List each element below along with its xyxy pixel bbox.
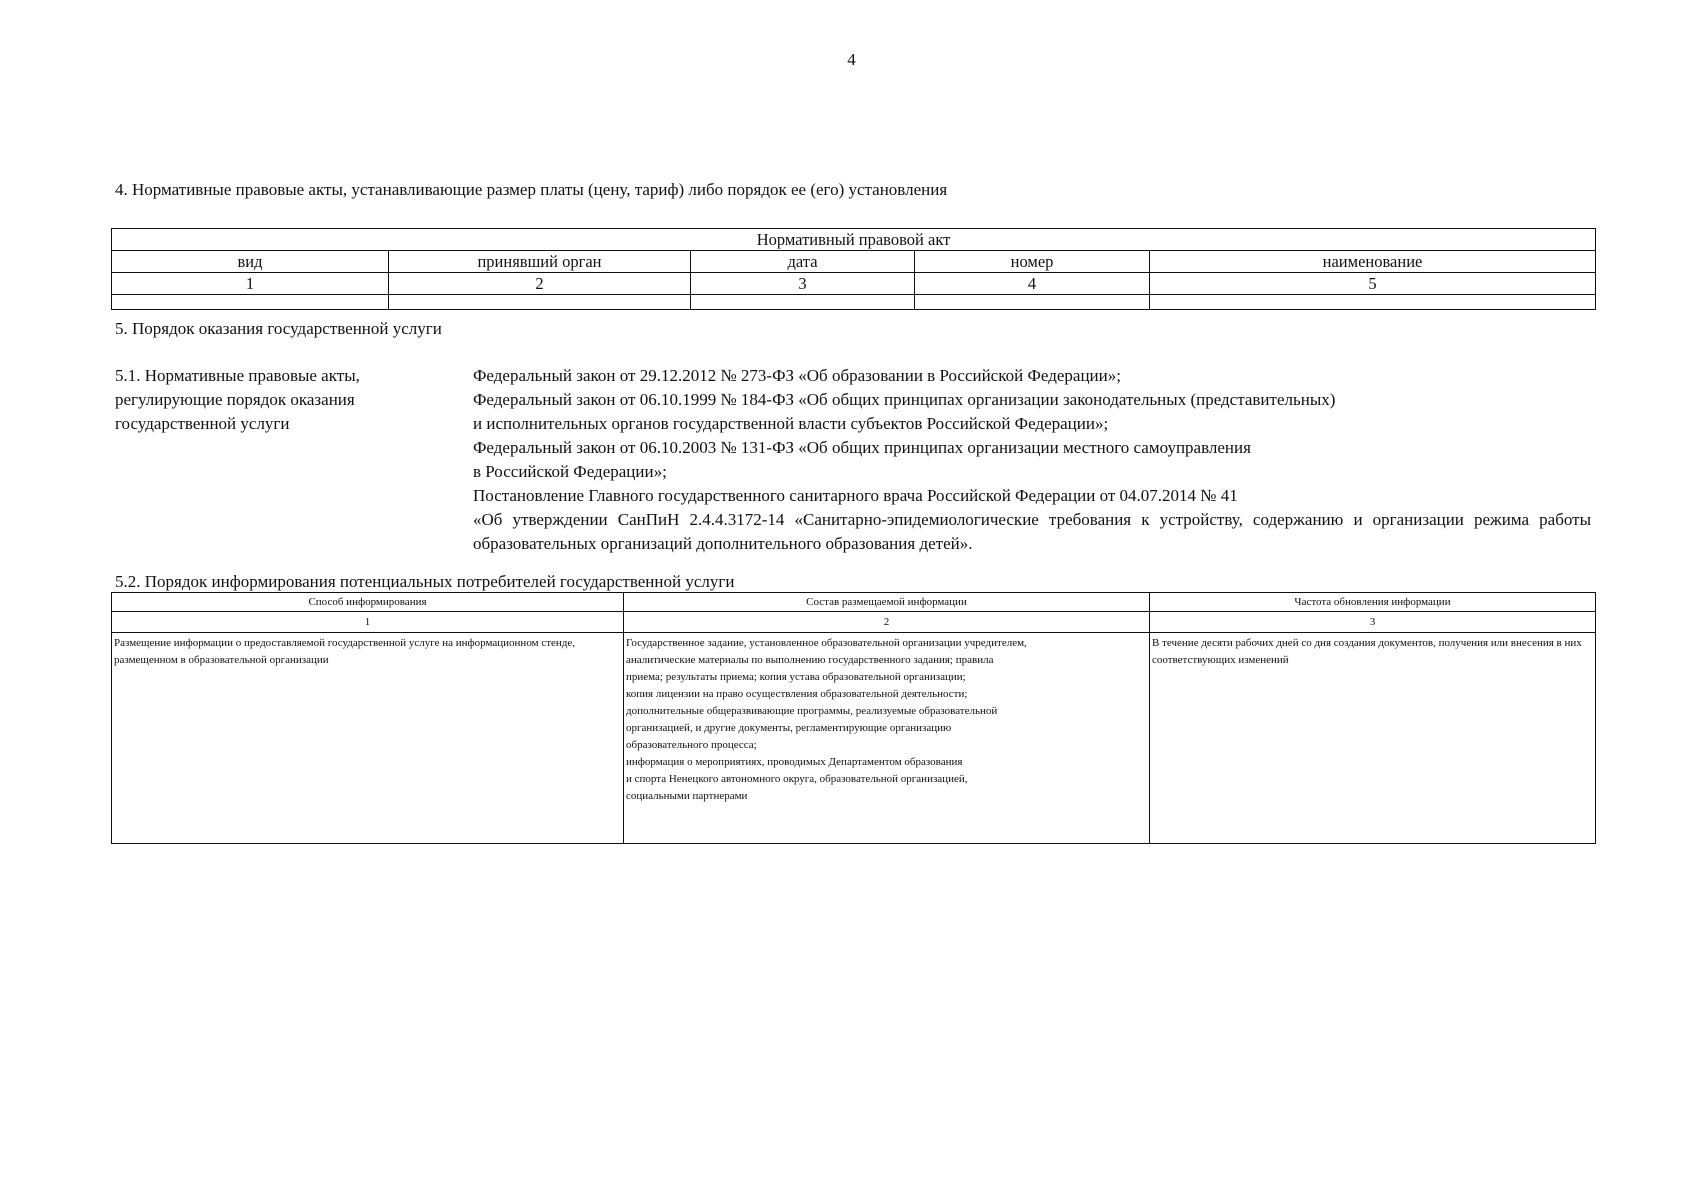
- content-line: дополнительные общеразвивающие программы, реализуемые образовательной: [626, 705, 998, 717]
- column-number-3: 3: [691, 273, 915, 295]
- column-number-4: 4: [915, 273, 1150, 295]
- column-number-3: 3: [1150, 612, 1596, 633]
- informing-content-cell: [624, 633, 1150, 844]
- content-line: организацией, и другие документы, регламентирующие организацию: [626, 722, 952, 734]
- page-number: 4: [847, 50, 856, 69]
- legal-act-group-header: Нормативный правовой акт: [112, 229, 1596, 251]
- section-5-heading: 5. Порядок оказания государственной услуги: [115, 319, 442, 338]
- column-header-frequency: Частота обновления информации: [1150, 593, 1596, 612]
- empty-cell: [915, 295, 1150, 310]
- act-line: Федеральный закон от 06.10.2003 № 131-ФЗ «Об общих принципах организации местного самоуправления: [473, 438, 1251, 457]
- content-line: приема; результаты приема; копия устава образовательной организации;: [626, 671, 966, 683]
- label-line: 5.1. Нормативные правовые акты,: [115, 366, 360, 385]
- act-line: Федеральный закон от 29.12.2012 № 273-ФЗ «Об образовании в Российской Федерации»;: [473, 366, 1121, 385]
- column-number-2: 2: [389, 273, 691, 295]
- column-header-method: Способ информирования: [112, 593, 624, 612]
- informing-method-cell: Размещение информации о предоставляемой государственной услуге на информационном стенде, размещенном в образовательной организации: [112, 633, 624, 844]
- column-header-number: номер: [915, 251, 1150, 273]
- act-line: Постановление Главного государственного санитарного врача Российской Федерации от 04.07.2014 № 41: [473, 486, 1238, 505]
- label-line: регулирующие порядок оказания: [115, 390, 355, 409]
- column-header-name: наименование: [1150, 251, 1596, 273]
- empty-cell: [389, 295, 691, 310]
- column-header-authority: принявший орган: [389, 251, 691, 273]
- legal-acts-table: [111, 228, 1596, 310]
- empty-cell: [112, 295, 389, 310]
- act-line: Федеральный закон от 06.10.1999 № 184-ФЗ «Об общих принципах организации законодательных (представительных): [473, 390, 1336, 409]
- act-line: в Российской Федерации»;: [473, 462, 667, 481]
- content-line: аналитические материалы по выполнению государственного задания; правила: [626, 654, 994, 666]
- content-line: копия лицензии на право осуществления образовательной деятельности;: [626, 688, 968, 700]
- column-number-5: 5: [1150, 273, 1596, 295]
- column-header-content: Состав размещаемой информации: [624, 593, 1150, 612]
- label-line: государственной услуги: [115, 414, 290, 433]
- content-line: и спорта Ненецкого автономного округа, образовательной организацией,: [626, 773, 968, 785]
- content-line: социальными партнерами: [626, 790, 748, 802]
- column-number-1: 1: [112, 612, 624, 633]
- update-frequency-cell: В течение десяти рабочих дней со дня создания документов, получения или внесения в них соответствующих изменений: [1150, 633, 1596, 844]
- informing-table: [111, 592, 1596, 844]
- empty-table-row: [112, 295, 1596, 310]
- content-line: информация о мероприятиях, проводимых Департаментом образования: [626, 756, 963, 768]
- act-line: и исполнительных органов государственной власти субъектов Российской Федерации»;: [473, 414, 1109, 433]
- act-line: «Об утверждении СанПиН 2.4.4.3172-14 «Санитарно-эпидемиологические требования к устройству, содержанию и организации режима работы образовательных организаций дополнительного образования детей».: [473, 510, 1591, 553]
- section-5-2-heading: 5.2. Порядок информирования потенциальных потребителей государственной услуги: [115, 572, 735, 591]
- content-line: Государственное задание, установленное образовательной организации учредителем,: [626, 637, 1027, 649]
- empty-cell: [1150, 295, 1596, 310]
- column-number-2: 2: [624, 612, 1150, 633]
- column-header-date: дата: [691, 251, 915, 273]
- regulating-acts-list: [473, 364, 1591, 556]
- section-4-heading: 4. Нормативные правовые акты, устанавливающие размер платы (цену, тариф) либо порядок ее (его) установления: [115, 180, 948, 199]
- column-header-type: вид: [112, 251, 389, 273]
- table-row: [112, 633, 1596, 844]
- empty-cell: [691, 295, 915, 310]
- section-5-1-label: [115, 364, 435, 436]
- content-line: образовательного процесса;: [626, 739, 757, 751]
- column-number-1: 1: [112, 273, 389, 295]
